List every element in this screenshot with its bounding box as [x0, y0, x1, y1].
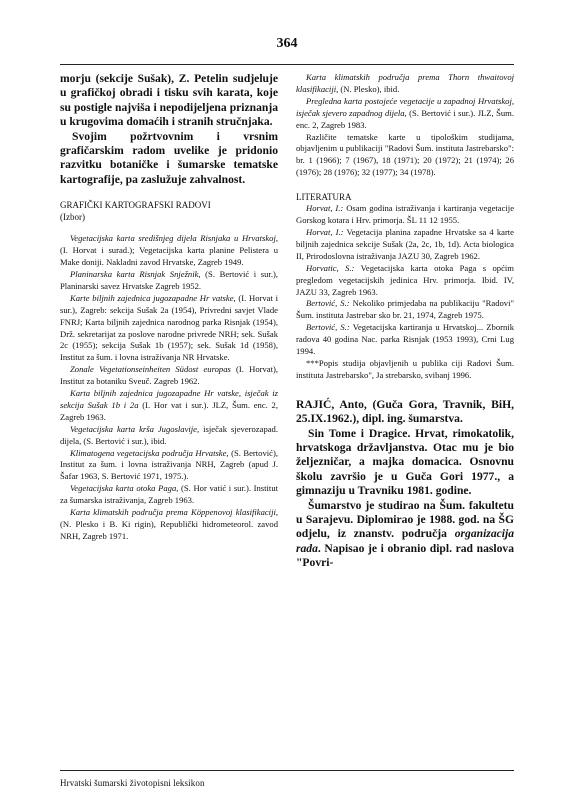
work-details: (S. Hor vatić i sur.). Institut za šumarska istraživanja, Zagreb 1963.	[60, 483, 278, 506]
work-details: (N. Plesko i B. Ki rigin), Republički hidrometeorol. zavod NRH, Zagreb 1971.	[60, 519, 278, 541]
literature-details: Osam godina istraživanja i kartiranja vegetacije Gorskog kotara i Hrv. primorja. ŠL 11 12 1955.	[296, 203, 515, 226]
work-details: (N. Plesko), ibid.	[338, 83, 400, 94]
works-list	[60, 233, 278, 543]
work-entry: Različite tematske karte u tipološkim studijama, objavljenim u publikaciji "Radovi Šum. instituta Jastrebarsko": br. 1 (1966); 7 (1967), 18 (1971); 20 (1972); 21 (1974); 26 (1976); 28 (1976); 32 (1977); 34 (1978).	[296, 131, 514, 178]
work-title: Vegetacijska karta otoka Paga,	[70, 483, 179, 494]
top-rule	[60, 64, 514, 65]
biography-intro	[296, 398, 514, 427]
work-entry	[296, 96, 514, 132]
footer-title: Hrvatski šumarski životopisni leksikon	[60, 778, 205, 788]
literature-author: Bertović, S.:	[306, 322, 350, 333]
biography-paragraph: Šumarstvo je studirao na Šum. fakultetu u Sarajevu. Diplomirao je 1988. god. na ŠG odjelu, iz znanstv. područja organizacija rada. Napisao je i obranio dipl. rad naslova "Povri-	[296, 498, 514, 570]
left-paragraph-2: Svojim požrtvovnim i vrsnim grafičarskim radom uvelike je pridonio razvitku botaničke i šumarske tematske kartografije, pa zaslužuje zahvalnost.	[60, 129, 278, 186]
work-details: (I. Hor vat i sur.). JLZ, Šum. enc. 2, Zagreb 1963.	[60, 399, 278, 422]
work-details: (I. Horvat), Institut za botaniku Sveuč. Zagreb 1962.	[60, 364, 278, 387]
literature-entry	[296, 322, 514, 358]
literature-heading: LITERATURA	[296, 192, 352, 203]
biography-name: RAJIĆ, Anto,	[296, 397, 367, 411]
work-details: (I. Horvat i surad.); Vegetacijska karta planine Pelistera u Make doniji. Nakladni zavod Hrvatske, Zagreb 1949.	[60, 245, 278, 268]
work-title: Vegetacijska karta središnjeg dijela Risnjaka u Hrvatskoj,	[70, 233, 278, 244]
literature-details: Vegetacijska kartiranja u Hrvatskoj... Zbornik radova 40 godina Nac. parka Risnjak (1953 1993), Crni Lug 1994.	[296, 322, 514, 357]
work-details: (S. Bertović), Institut za šum. i lovna istraživanja NRH, Zagreb (apud J. Šafar 1963, S. Bertović 1971, 1975.).	[60, 447, 278, 482]
literature-author: Horvat, I.:	[306, 226, 344, 237]
work-entry	[60, 269, 278, 293]
work-title: Klimatogena vegetacijska područja Hrvatske,	[70, 447, 229, 458]
work-entry	[60, 483, 278, 507]
biography-emphasis: organizacija rada	[296, 527, 514, 555]
work-entry	[60, 364, 278, 388]
literature-entry	[296, 263, 514, 299]
work-entry	[60, 448, 278, 484]
left-paragraph-1: morju (sekcije Sušak), Z. Petelin sudjeluje u grafičkoj obradi i tisku svih karata, koje su postigle najviša i nepodijeljena priznanja u krugovima domaćih i stranih stručnjaka.	[60, 72, 278, 129]
work-entry	[296, 72, 514, 96]
works-subheading: (Izbor)	[60, 212, 85, 223]
biography-paragraph: Sin Tome i Dragice. Hrvat, rimokatolik, hrvatskoga državljanstva. Otac mu je bio željezničar, a majka domacica. Osnovnu školu završio je u Guča Gori 1977., a gimnaziju u Travniku 1981. godine.	[296, 426, 514, 498]
work-title: Karta biljnih zajednica jugozapadne Hr vatske, isječak iz sekcija Sušak 1b i 2a	[60, 388, 278, 410]
work-entry	[60, 293, 278, 364]
work-title: Pregledna karta postojeće vegetacije u zapadnoj Hrvatskoj, isječak sjevero zapadnog dijela,	[296, 95, 514, 118]
literature-entry	[296, 298, 514, 322]
work-details: isječak sjeverozapad. dijela, (S. Bertović i sur.), ibid.	[60, 423, 278, 446]
literature-author: Horvatic, S.:	[306, 262, 355, 273]
literature-entry: ***Popis studija objavljenih u publika ciji Radovi Šum. instituta Jastrebarsko", Ja strebarsko, svibanj 1996.	[296, 357, 514, 380]
literature-entry	[296, 227, 514, 263]
literature-details: Nekoliko primjedaba na publikaciju "Radovi" Šum. instituta Jastrebar sko br. 21, 1974, Zagreb 1975.	[296, 298, 514, 321]
biography-intro-text: (Guča Gora, Travnik, BiH, 25.IX.1962.), dipl. ing. šumarstva.	[296, 397, 514, 426]
work-entry	[60, 424, 278, 448]
literature-details: Vegetacija planina zapadne Hrvatske sa 4 karte biljnih zajednica sekcije Sušak (2a, 2c, 1b, 1d). Acta biologica II, Prirodoslovna istraživanja JAZU 30, Zagreb 1962.	[296, 226, 515, 261]
work-entry	[60, 233, 278, 269]
work-title: Vegetacijska karta krša Jugoslavije,	[70, 423, 200, 434]
works-heading: GRAFIČKI KARTOGRAFSKI RADOVI	[60, 200, 211, 211]
literature-entry	[296, 203, 514, 227]
work-title: Karta klimatskih područja prema Köppenovoj klasifikaciji,	[70, 507, 278, 518]
page-number: 364	[276, 36, 298, 51]
bottom-rule	[60, 770, 514, 771]
literature-author: Bertović, S.:	[306, 298, 350, 309]
work-details: (S. Bertović i sur.). JLZ, Šum. enc. 2, Zagreb 1983.	[296, 107, 514, 130]
literature-details: Vegetacijska karta otoka Paga s općim pregledom vegetacijskih jedinica Hrv. primorja. Ibid. IV, JAZU 33, Zagreb 1963.	[296, 262, 514, 297]
left-column	[60, 72, 278, 543]
work-title: Planinarska karta Risnjak Snježnik,	[70, 268, 201, 279]
work-title: Karta klimatskih područja prema Thorn thwaitovoj klasifikaciji,	[296, 72, 514, 94]
right-column	[296, 72, 514, 571]
work-entry	[60, 507, 278, 543]
work-entry	[60, 388, 278, 424]
work-title: Zonale Vegetationseinheiten Südost europas	[70, 364, 231, 375]
literature-author: Horvat, I.:	[306, 203, 344, 214]
work-details: (S. Bertović i sur.), Planinarski savez Hrvatske Zagreb 1952.	[60, 268, 278, 291]
work-title: Karte biljnih zajednica jugozapadne Hr vatske,	[70, 292, 236, 303]
work-details: (I. Horvat i sur.), Zagreb: sekcija Sušak 2a (1954), Privredni savjet Vlade FNRJ; Karta biljnih zajednica narodnog parka Risnjak (1954), Drž. sekretarijat za poslove narodne privrede NRH; sek. Sušak 2c (1955); sekcija Sušak 1b (1957); sek. Sušak 1d (1958), Institut za šum. i lovna istraživanja NR Hrvatske.	[60, 292, 278, 363]
